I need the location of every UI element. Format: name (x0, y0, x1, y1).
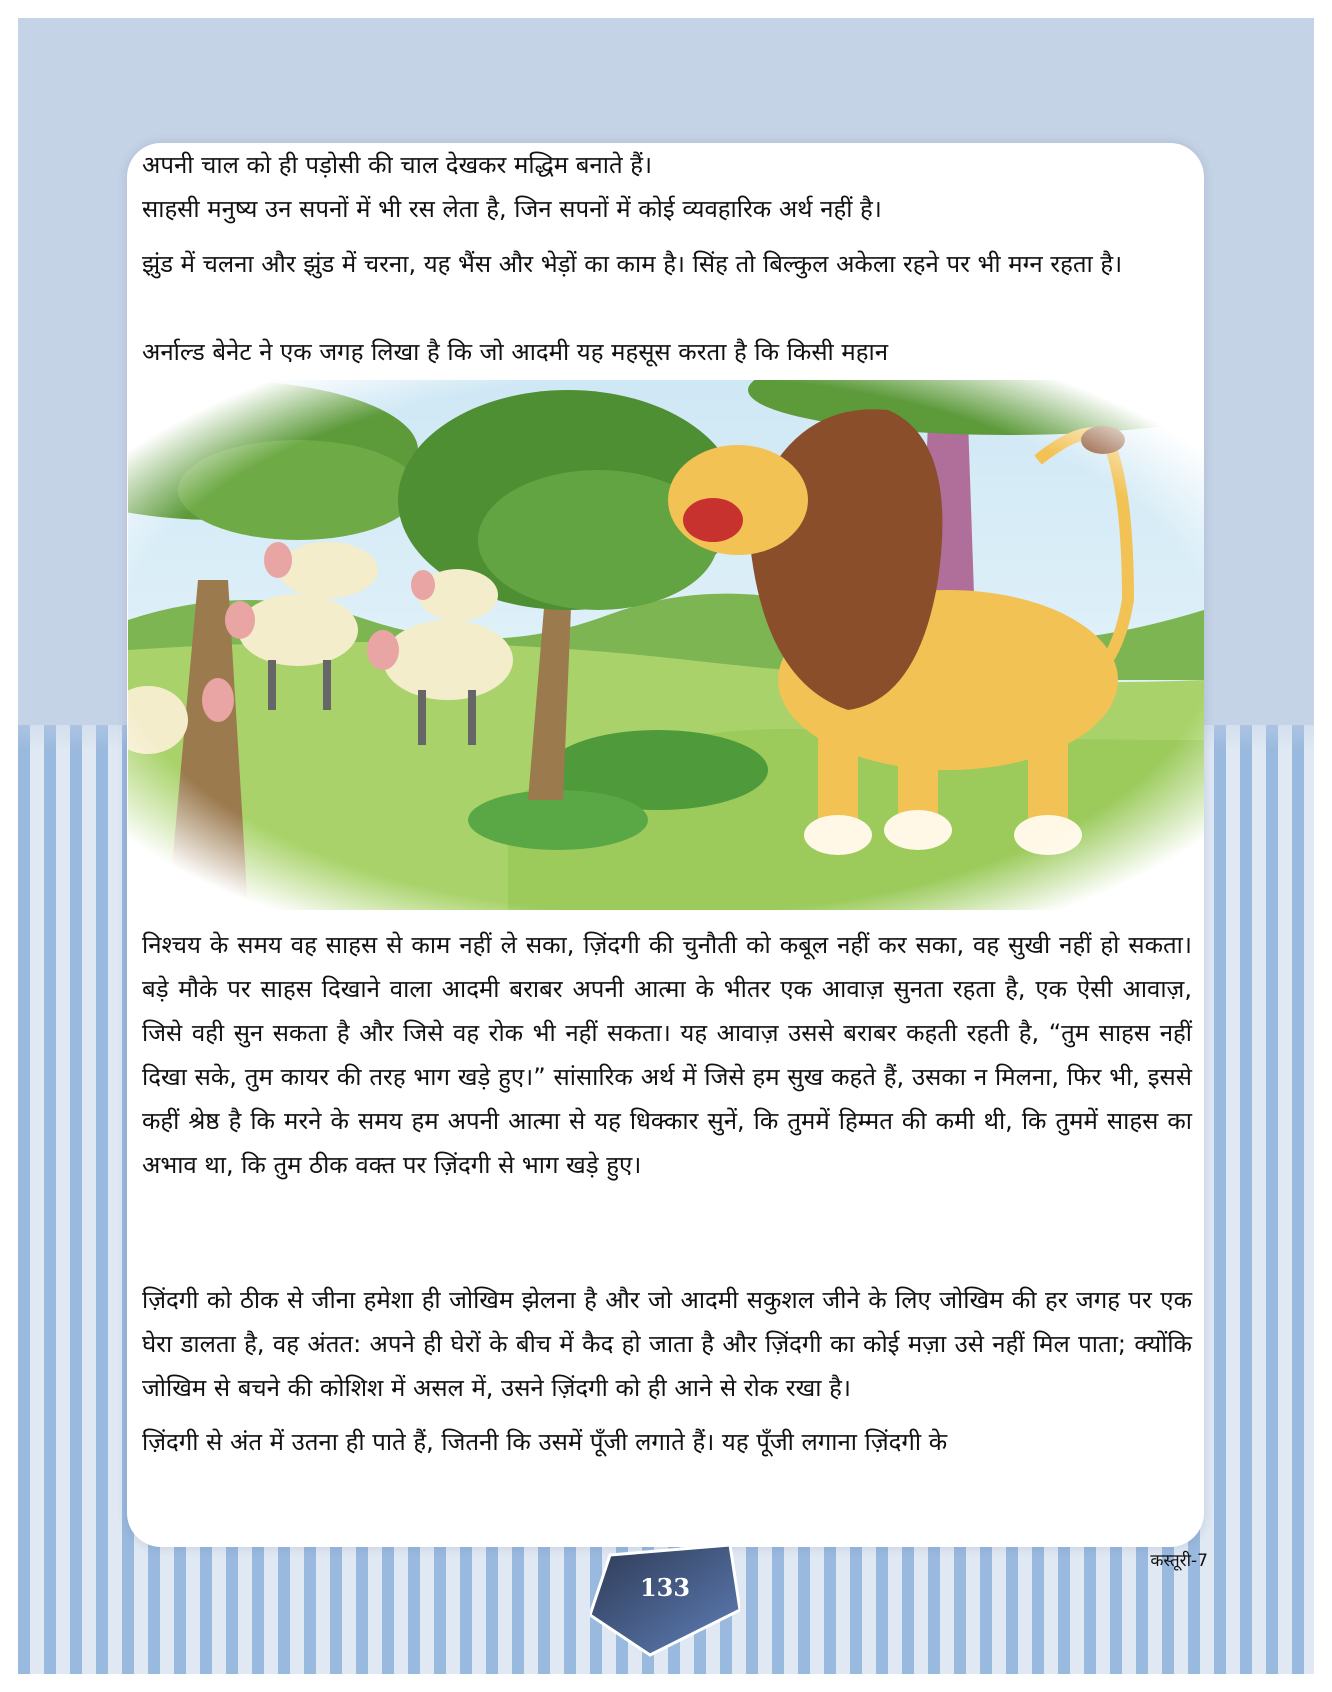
paragraph-1: अपनी चाल को ही पड़ोसी की चाल देखकर मद्धिम बनाते हैं। (142, 151, 653, 179)
book-label: कस्तूरी-7 (1150, 1551, 1208, 1571)
paragraph-6: ज़िंदगी को ठीक से जीना हमेशा ही जोखिम झेलना है और जो आदमी सकुशल जीने के लिए जोखिम की हर जगह पर एक घेरा डालता है, वह अंतत: अपने ही घेरों के बीच में कैद हो जाता है और ज़िंदगी का कोई मज़ा उसे नहीं मिल पाता; क्योंकि जोखिम से बचने की कोशिश में असल में, उसने ज़िंदगी को ही आने से रोक रखा है। (142, 1286, 1192, 1402)
vignette (128, 380, 1204, 910)
page-number-badge (590, 1545, 740, 1660)
page-number: 133 (639, 1573, 691, 1602)
paragraph-3: झुंड में चलना और झुंड में चरना, यह भैंस और भेड़ों का काम है। सिंह तो बिल्कुल अकेला रहने पर भी मग्न रहता है। (142, 250, 1123, 278)
paragraph-4: अर्नाल्ड बेनेट ने एक जगह लिखा है कि जो आदमी यह महसूस करता है कि किसी महान (142, 338, 889, 366)
paragraph-7: ज़िंदगी से अंत में उतना ही पाते हैं, जितनी कि उसमें पूँजी लगाते हैं। यह पूँजी लगाना ज़िंदगी के (142, 1428, 948, 1456)
paragraph-5: निश्चय के समय वह साहस से काम नहीं ले सका, ज़िंदगी की चुनौती को कबूल नहीं कर सका, वह सुखी नहीं हो सकता। बड़े मौके पर साहस दिखाने वाला आदमी बराबर अपनी आत्मा के भीतर एक आवाज़ सुनता रहता है, एक ऐसी आवाज़, जिसे वही सुन सकता है और जिसे वह रोक भी नहीं सकता। यह आवाज़ उससे बराबर कहती रहती है, “तुम साहस नहीं दिखा सके, तुम कायर की तरह भाग खड़े हुए।” सांसारिक अर्थ में जिसे हम सुख कहते हैं, उसका न मिलना, फिर भी, इससे कहीं श्रेष्ठ है कि मरने के समय हम अपनी आत्मा से यह धिक्कार सुनें, कि तुममें हिम्मत की कमी थी, कि तुममें साहस का अभाव था, कि तुम ठीक वक्त पर ज़िंदगी से भाग खड़े हुए। (142, 931, 1192, 1179)
paragraph-2: साहसी मनुष्य उन सपनों में भी रस लेता है, जिन सपनों में कोई व्यवहारिक अर्थ नहीं है। (142, 195, 882, 223)
lion-sheep-illustration (128, 380, 1204, 910)
